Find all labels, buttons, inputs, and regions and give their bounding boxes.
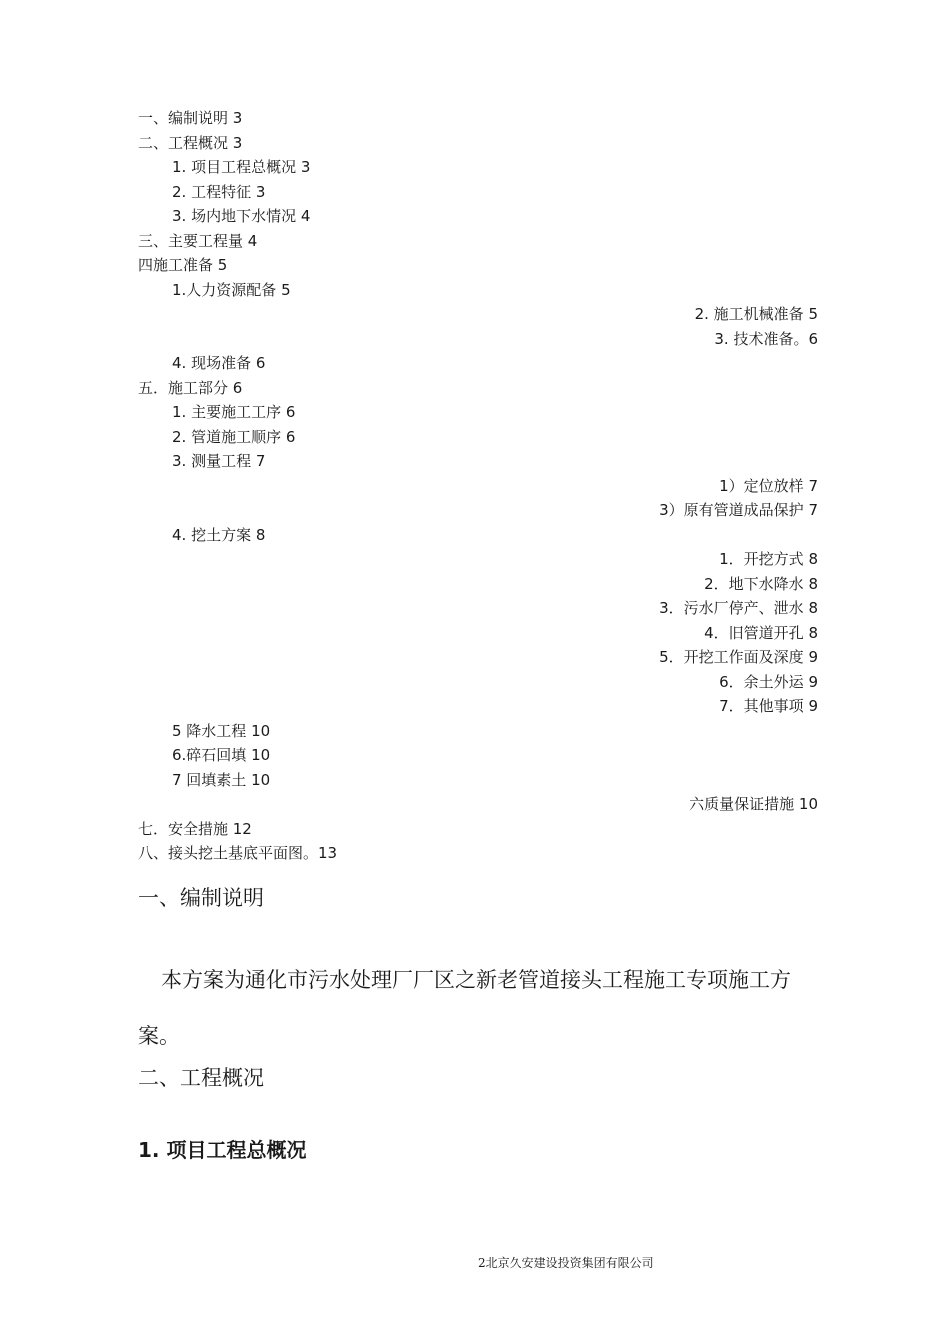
toc-entry[interactable]: 5．开挖工作面及深度 9 [659, 648, 818, 666]
toc-entry[interactable]: 4．旧管道开孔 8 [704, 624, 818, 642]
toc-entry[interactable]: 7．其他事项 9 [719, 697, 818, 715]
toc-entry[interactable]: 八、接头挖土基底平面图。13 [138, 844, 338, 862]
toc-entry[interactable]: 1．开挖方式 8 [719, 550, 818, 568]
toc-entry[interactable]: 7 回填素土 10 [172, 771, 271, 789]
toc-entry[interactable]: 1.人力资源配备 5 [172, 281, 291, 299]
toc-entry[interactable]: 1. 主要施工工序 6 [172, 403, 296, 421]
toc-entry[interactable]: 3）原有管道成品保护 7 [659, 501, 818, 519]
toc-entry[interactable]: 5 降水工程 10 [172, 722, 271, 740]
toc-entry[interactable]: 五．施工部分 6 [138, 379, 243, 397]
toc-entry[interactable]: 6．余土外运 9 [719, 673, 818, 691]
toc-entry[interactable]: 六质量保证措施 10 [689, 795, 818, 813]
toc-entry[interactable]: 3. 场内地下水情况 4 [172, 207, 311, 225]
page-footer: 2北京久安建设投资集团有限公司 [478, 1256, 654, 1270]
toc-entry[interactable]: 一、编制说明 3 [138, 109, 243, 127]
toc-entry[interactable]: 3．污水厂停产、泄水 8 [659, 599, 818, 617]
section-heading: 二、工程概况 [138, 1066, 264, 1090]
toc-entry[interactable]: 二、工程概况 3 [138, 134, 243, 152]
subsection-heading: 1. 项目工程总概况 [138, 1138, 307, 1162]
toc-entry[interactable]: 三、主要工程量 4 [138, 232, 258, 250]
toc-entry[interactable]: 七．安全措施 12 [138, 820, 252, 838]
toc-entry[interactable]: 6.碎石回填 10 [172, 746, 271, 764]
toc-entry[interactable]: 4. 现场准备 6 [172, 354, 266, 372]
body-paragraph: 本方案为通化市污水处理厂厂区之新老管道接头工程施工专项施工方案。 [138, 968, 791, 1048]
toc-entry[interactable]: 2. 管道施工顺序 6 [172, 428, 296, 446]
toc-entry[interactable]: 1. 项目工程总概况 3 [172, 158, 311, 176]
toc-entry[interactable]: 4. 挖土方案 8 [172, 526, 266, 544]
section-heading: 一、编制说明 [138, 886, 264, 910]
toc-entry[interactable]: 2. 施工机械准备 5 [694, 305, 818, 323]
toc-entry[interactable]: 3. 测量工程 7 [172, 452, 266, 470]
toc-entry[interactable]: 3. 技术准备。6 [714, 330, 818, 348]
toc-entry[interactable]: 2．地下水降水 8 [704, 575, 818, 593]
toc-entry[interactable]: 2. 工程特征 3 [172, 183, 266, 201]
toc-entry[interactable]: 1）定位放样 7 [719, 477, 818, 495]
toc-entry[interactable]: 四施工准备 5 [138, 256, 228, 274]
